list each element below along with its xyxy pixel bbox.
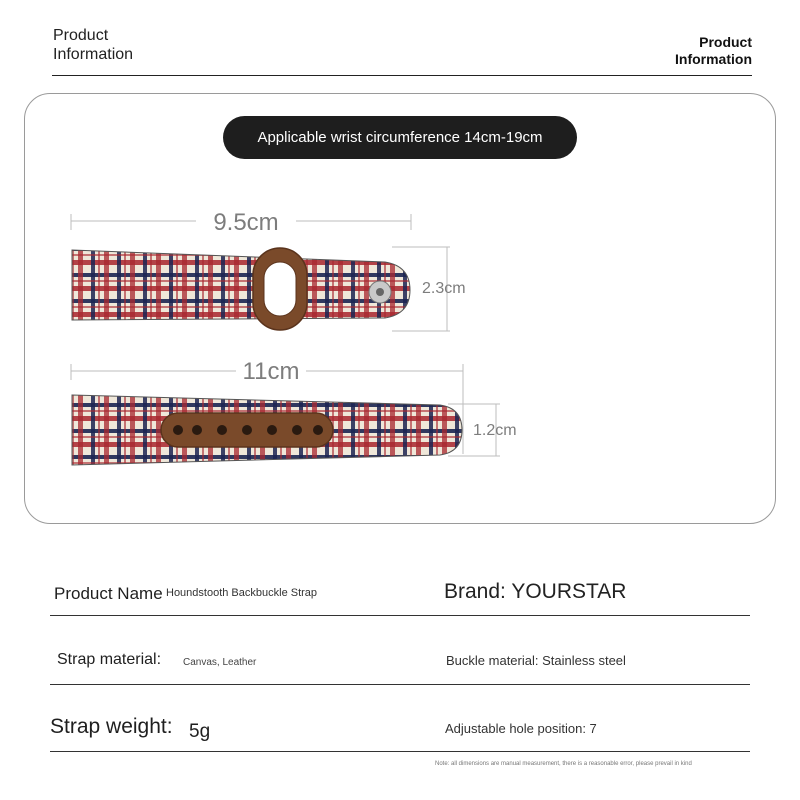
spec-row-materials (50, 616, 750, 685)
buckle-material-text: Buckle material: Stainless steel (446, 653, 626, 668)
strap-piece-buckle (72, 248, 410, 330)
wrist-circumference-banner: Applicable wrist circumference 14cm-19cm (223, 116, 577, 159)
spec-row-weight-holes (50, 685, 750, 752)
strap-weight-label: Strap weight: (50, 715, 173, 738)
header-title-left-line2: Information (53, 46, 134, 63)
product-name-label: Product Name (54, 584, 163, 603)
header-title-left-line1: Product (53, 27, 109, 44)
dimension-label-long-width: 2.3cm (422, 280, 466, 297)
dimension-label-long-length: 9.5cm (213, 209, 279, 236)
measurement-footnote: Note: all dimensions are manual measurement, there is a reasonable error, please prevail in kind (435, 761, 692, 767)
product-name-value: Houndstooth Backbuckle Strap (166, 587, 318, 599)
strap-material-value: Canvas, Leather (183, 657, 257, 668)
strap-material-label: Strap material: (57, 651, 162, 668)
strap-weight-value: 5g (189, 721, 211, 742)
hole-position-text: Adjustable hole position: 7 (445, 721, 597, 736)
dimension-label-holed-length: 11cm (242, 358, 300, 385)
strap-piece-holed (72, 395, 462, 465)
dimension-label-holed-width: 1.2cm (473, 422, 517, 439)
spec-row-name-brand (50, 570, 750, 616)
brand-text: Brand: YOURSTAR (444, 580, 627, 603)
header-title-right-line2: Information (675, 51, 752, 67)
header-title-right-line1: Product (699, 34, 752, 50)
